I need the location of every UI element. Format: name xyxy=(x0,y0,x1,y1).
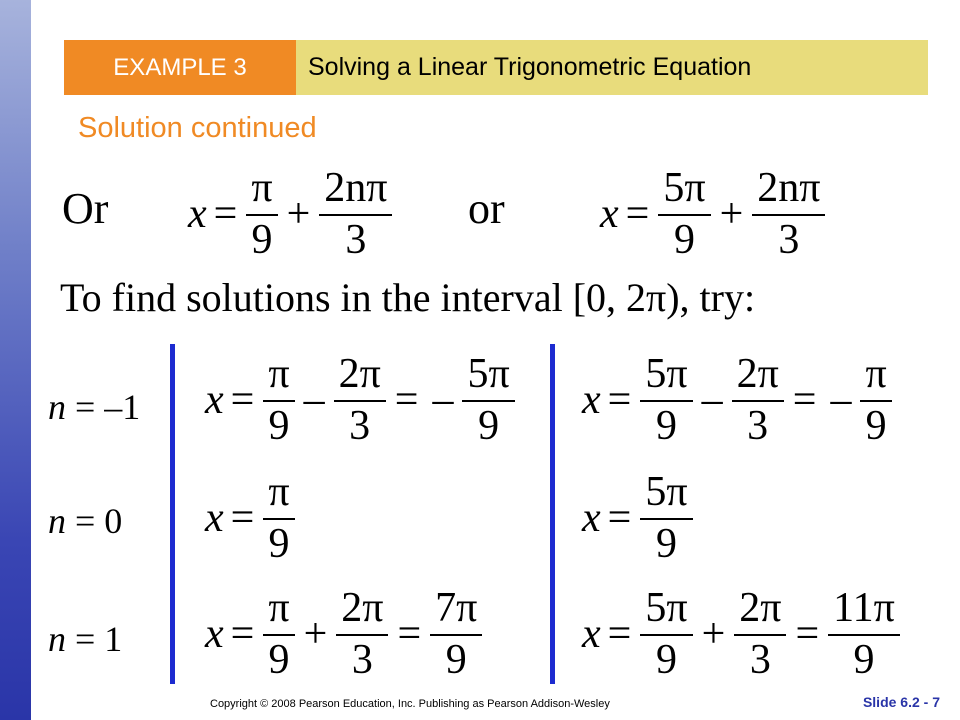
divider-left xyxy=(170,344,175,684)
fraction xyxy=(430,586,482,682)
n-value: = 1 xyxy=(66,619,123,659)
numerator: 5π xyxy=(645,469,688,515)
equals-sign: = xyxy=(230,495,255,542)
equals-sign: = xyxy=(213,191,238,238)
operator: + xyxy=(701,611,726,658)
operator: + xyxy=(286,191,311,238)
denominator: 3 xyxy=(349,403,371,450)
numerator: 2π xyxy=(739,585,782,631)
numerator: 2π xyxy=(341,585,384,631)
fraction-bar xyxy=(828,634,900,636)
operator: – xyxy=(303,377,325,424)
fraction-bar xyxy=(263,518,294,520)
denominator: 9 xyxy=(268,637,290,684)
general-solution-2 xyxy=(600,166,827,262)
variable-x: x xyxy=(582,611,601,658)
equals-sign: = xyxy=(795,611,820,658)
variable-x: x xyxy=(600,191,619,238)
variable-x: x xyxy=(205,611,224,658)
fraction xyxy=(640,352,692,448)
operator: + xyxy=(303,611,328,658)
case-1-right-equation xyxy=(582,586,902,682)
numerator: 2nπ xyxy=(757,165,821,211)
numerator: π xyxy=(251,165,273,211)
operator: – xyxy=(701,377,723,424)
fraction-bar xyxy=(334,400,386,402)
fraction-bar xyxy=(263,400,294,402)
case-0-left-equation xyxy=(205,470,297,566)
fraction xyxy=(246,166,277,262)
n-value: = –1 xyxy=(66,387,141,427)
numerator: π xyxy=(268,585,290,631)
denominator: 9 xyxy=(445,637,467,684)
denominator: 3 xyxy=(749,637,771,684)
fraction xyxy=(640,470,692,566)
fraction xyxy=(462,352,514,448)
fraction-bar xyxy=(246,214,277,216)
numerator: π xyxy=(268,351,290,397)
fraction-bar xyxy=(732,400,784,402)
equals-sign: = xyxy=(230,377,255,424)
n-label xyxy=(48,618,122,660)
denominator: 9 xyxy=(655,403,677,450)
fraction xyxy=(732,352,784,448)
or-word-1: Or xyxy=(62,184,109,233)
n-variable: n xyxy=(48,619,66,659)
numerator: 7π xyxy=(435,585,478,631)
fraction xyxy=(263,352,294,448)
fraction-bar xyxy=(263,634,294,636)
fraction-bar xyxy=(658,214,710,216)
equals-sign: = xyxy=(394,377,419,424)
variable-x: x xyxy=(205,495,224,542)
equals-sign: = xyxy=(607,377,632,424)
numerator: 5π xyxy=(645,351,688,397)
equals-sign: = xyxy=(607,611,632,658)
fraction-bar xyxy=(336,634,388,636)
fraction xyxy=(336,586,388,682)
denominator: 3 xyxy=(351,637,373,684)
fraction xyxy=(860,352,891,448)
interval-instruction: To find solutions in the interval [0, 2π), try: xyxy=(60,275,756,320)
equals-sign: = xyxy=(625,191,650,238)
variable-x: x xyxy=(205,377,224,424)
side-decoration-bar xyxy=(0,0,31,720)
subtitle: Solution continued xyxy=(78,112,317,144)
fraction-bar xyxy=(752,214,825,216)
case-0-right-equation xyxy=(582,470,695,566)
fraction xyxy=(319,166,392,262)
equals-sign: = xyxy=(792,377,817,424)
fraction-bar xyxy=(734,634,786,636)
case-1-left-equation xyxy=(205,586,484,682)
equals-sign: = xyxy=(607,495,632,542)
fraction xyxy=(640,586,692,682)
denominator: 9 xyxy=(655,637,677,684)
denominator: 9 xyxy=(478,403,500,450)
denominator: 9 xyxy=(268,403,290,450)
fraction-bar xyxy=(319,214,392,216)
denominator: 3 xyxy=(747,403,769,450)
fraction xyxy=(734,586,786,682)
numerator: π xyxy=(268,469,290,515)
n-variable: n xyxy=(48,501,66,541)
case-neg1-left-equation xyxy=(205,352,517,448)
denominator: 9 xyxy=(853,637,875,684)
numerator: 2nπ xyxy=(324,165,388,211)
operator: + xyxy=(719,191,744,238)
denominator: 9 xyxy=(655,521,677,568)
slide-title: Solving a Linear Trigonometric Equation xyxy=(296,40,928,95)
n-value: = 0 xyxy=(66,501,123,541)
general-solution-1 xyxy=(188,166,394,262)
numerator: 2π xyxy=(736,351,779,397)
numerator: 5π xyxy=(467,351,510,397)
denominator: 3 xyxy=(778,217,800,264)
numerator: 5π xyxy=(663,165,706,211)
fraction-bar xyxy=(462,400,514,402)
negative-sign: – xyxy=(432,377,454,424)
fraction-bar xyxy=(430,634,482,636)
example-label: EXAMPLE 3 xyxy=(64,40,296,95)
fraction xyxy=(334,352,386,448)
numerator: π xyxy=(865,351,887,397)
fraction xyxy=(752,166,825,262)
numerator: 11π xyxy=(833,585,895,631)
equals-sign: = xyxy=(397,611,422,658)
fraction-bar xyxy=(640,400,692,402)
fraction-bar xyxy=(640,518,692,520)
variable-x: x xyxy=(582,495,601,542)
denominator: 3 xyxy=(345,217,367,264)
numerator: 5π xyxy=(645,585,688,631)
case-neg1-right-equation xyxy=(582,352,894,448)
fraction xyxy=(263,586,294,682)
fraction xyxy=(828,586,900,682)
fraction-bar xyxy=(860,400,891,402)
denominator: 9 xyxy=(268,521,290,568)
denominator: 9 xyxy=(251,217,273,264)
n-label xyxy=(48,500,122,542)
slide-number: Slide 6.2 - 7 xyxy=(862,694,940,710)
or-word-2: or xyxy=(468,184,505,233)
fraction-bar xyxy=(640,634,692,636)
numerator: 2π xyxy=(338,351,381,397)
denominator: 9 xyxy=(865,403,887,450)
denominator: 9 xyxy=(673,217,695,264)
negative-sign: – xyxy=(830,377,852,424)
equals-sign: = xyxy=(230,611,255,658)
variable-x: x xyxy=(188,191,207,238)
n-variable: n xyxy=(48,387,66,427)
fraction xyxy=(658,166,710,262)
copyright-footer: Copyright © 2008 Pearson Education, Inc. Publishing as Pearson Addison-Wesley xyxy=(210,698,610,710)
n-label xyxy=(48,386,140,428)
fraction xyxy=(263,470,294,566)
variable-x: x xyxy=(582,377,601,424)
divider-right xyxy=(550,344,555,684)
